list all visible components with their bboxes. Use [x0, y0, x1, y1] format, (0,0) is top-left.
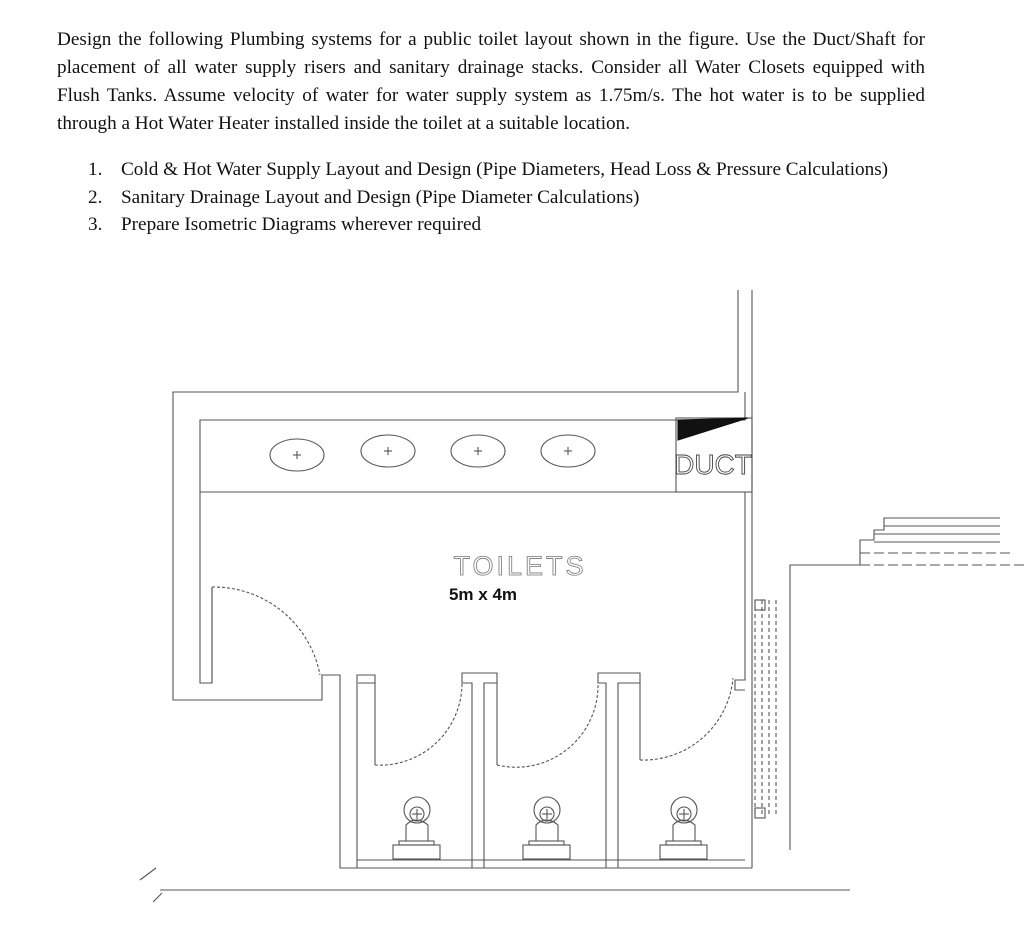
- task-list: [57, 156, 925, 239]
- task-number: 2.: [88, 186, 103, 208]
- wash-basin: [361, 435, 415, 467]
- east-wall-outer: [735, 492, 745, 690]
- task-item: [57, 211, 925, 239]
- cubicle-door: [640, 678, 733, 760]
- window-frame-bottom: [755, 808, 765, 818]
- task-text: Sanitary Drainage Layout and Design (Pipe Diameter Calculations): [121, 186, 640, 208]
- room-size: 5m x 4m: [448, 585, 518, 604]
- task-text: Prepare Isometric Diagrams wherever required: [121, 214, 482, 235]
- water-closet: [660, 797, 707, 859]
- toilet-floor-plan: [0, 280, 1024, 932]
- window-strip: [755, 600, 776, 815]
- cubicle-door: [497, 683, 598, 767]
- base-tick: [153, 893, 162, 902]
- window-frame-top: [755, 600, 765, 610]
- duct-shaft-marker: [678, 418, 748, 440]
- duct-label: DUCT: [674, 449, 752, 480]
- base-tick: [140, 868, 156, 880]
- exterior-wall: [790, 518, 1000, 850]
- problem-statement: Design the following Plumbing systems for a public toilet layout shown in the figure. Use the Duct/Shaft for placement of all water supply risers and sanitary drainage stacks. Consider all Water Closets equipped with Flush Tanks. Assume velocity of water for water supply system as 1.75m/s. The hot water is to be supplied through a Hot Water Heater installed inside the toilet at a suitable location.: [57, 29, 925, 134]
- steps: [860, 518, 1024, 565]
- cubicle-partition: [598, 673, 640, 868]
- cubicle-door: [375, 683, 462, 765]
- task-text: Cold & Hot Water Supply Layout and Design (Pipe Diameters, Head Loss & Pressure Calculations): [121, 159, 889, 180]
- task-number: 1.: [88, 159, 103, 180]
- task-number: 3.: [88, 214, 103, 235]
- wash-basin: [270, 439, 324, 471]
- water-closet: [393, 797, 440, 859]
- wash-basin: [451, 435, 505, 467]
- task-item: [57, 184, 925, 212]
- entry-door: [212, 587, 320, 683]
- water-closet: [523, 797, 570, 859]
- west-wall-inner: [200, 492, 212, 683]
- wash-basin: [541, 435, 595, 467]
- north-wall-inner: [200, 290, 752, 492]
- room-label: TOILETS: [453, 551, 587, 581]
- task-item: [57, 156, 925, 184]
- cubicle-partition: [462, 673, 497, 868]
